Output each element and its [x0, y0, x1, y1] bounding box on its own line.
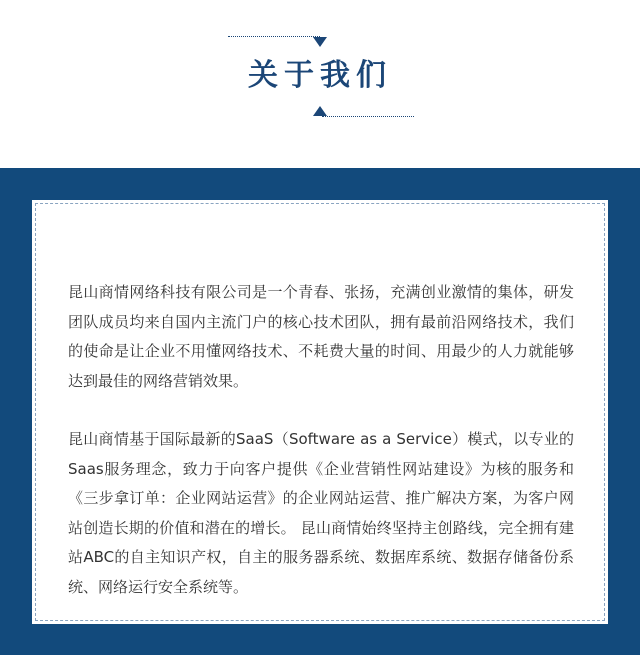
triangle-up-icon	[313, 106, 327, 116]
about-panel	[0, 168, 640, 655]
triangle-down-icon	[313, 37, 327, 47]
decorative-line-top	[228, 36, 320, 37]
about-paragraph-2: 昆山商情基于国际最新的SaaS（Software as a Service）模式，以专业的Saas服务理念，致力于向客户提供《企业营销性网站建设》为核的服务和《三步拿订单：企业网站运营》的企业网站运营、推广解决方案，为客户网站创造长期的价值和潜在的增长。 昆山商情始终坚持主创路线，完全拥有建站ABC的自主知识产权，自主的服务器系统、数据库系统、数据存储备份系统、网络运行安全系统等。	[68, 430, 574, 596]
about-paragraph-1: 昆山商情网络科技有限公司是一个青春、张扬，充满创业激情的集体，研发团队成员均来自国内主流门户的核心技术团队，拥有最前沿网络技术，我们的使命是让企业不用懂网络技术、不耗费大量的时间、用最少的人力就能够达到最佳的网络营销效果。	[68, 283, 574, 390]
section-header	[0, 0, 640, 168]
about-content	[68, 278, 574, 631]
about-card	[32, 200, 608, 624]
decorative-line-bottom	[322, 116, 414, 117]
section-title: 关于我们	[248, 58, 392, 93]
